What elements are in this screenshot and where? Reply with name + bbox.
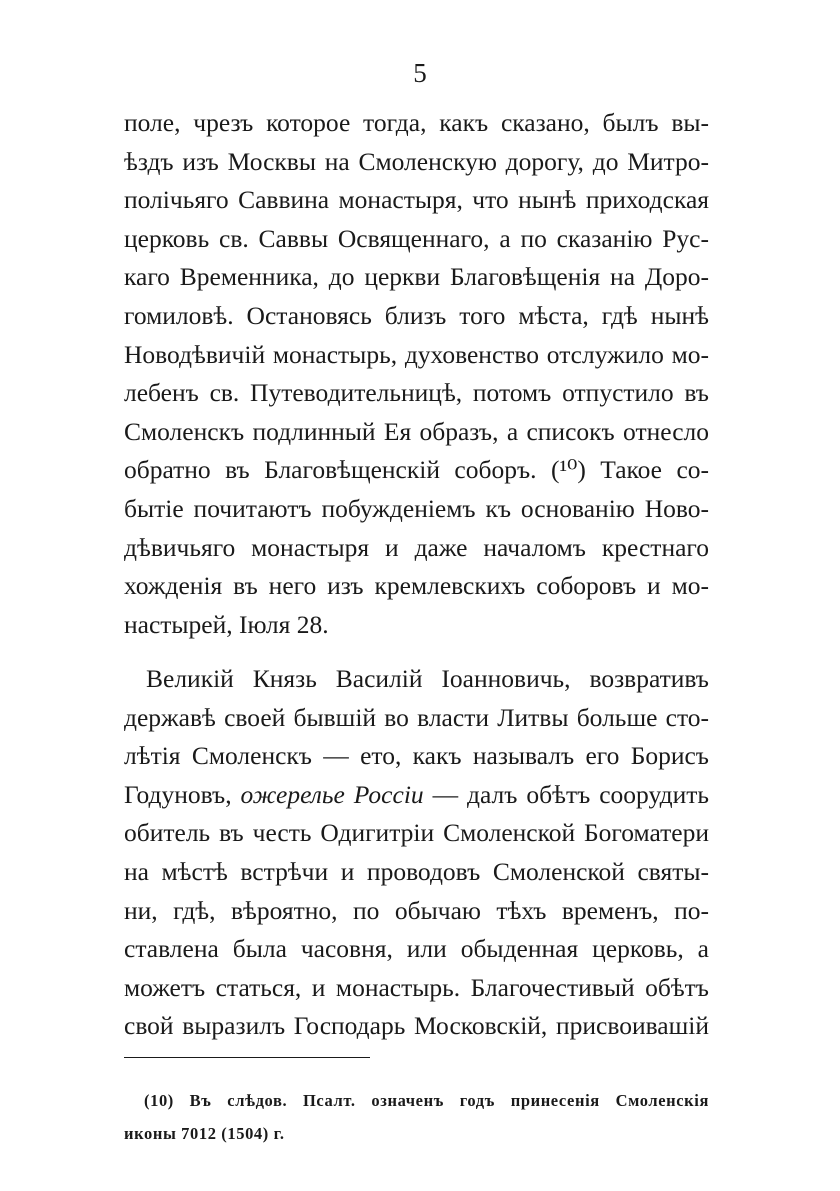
text-line: каго Временника, до церкви Благовѣщенія на Доро- bbox=[124, 262, 709, 292]
italic-phrase: ожерелье Россіи bbox=[240, 779, 424, 809]
footnote-separator bbox=[124, 1057, 370, 1058]
text-line: бытіе почитаютъ побужденіемъ къ основанію Ново- bbox=[124, 493, 709, 523]
footnote-line: иконы 7012 (1504) г. bbox=[124, 1124, 285, 1143]
paragraph-2 bbox=[124, 660, 709, 1046]
text-line: гомиловѣ. Остановясь близъ того мѣста, гдѣ нынѣ bbox=[124, 300, 709, 330]
text-line: хожденія въ него изъ кремлевскихъ соборовъ и мо- bbox=[124, 571, 709, 601]
text-line: можетъ статься, и монастырь. Благочестивый обѣтъ bbox=[124, 972, 709, 1002]
text-line: церковь св. Саввы Освященнаго, а по сказанію Рус- bbox=[124, 223, 709, 253]
paragraph-1 bbox=[124, 104, 709, 644]
text-line: на мѣстѣ встрѣчи и проводовъ Смоленской святы- bbox=[124, 856, 709, 886]
text-line: поле, чрезъ которое тогда, какъ сказано, былъ вы- bbox=[124, 108, 709, 137]
footnote-line: (10) Въ слѣдов. Псалт. означенъ годъ принесенія Смоленскія bbox=[144, 1091, 709, 1110]
text-line: ѣздъ изъ Москвы на Смоленскую дорогу, до Митро- bbox=[124, 146, 709, 176]
footnote bbox=[124, 1084, 709, 1150]
text-line: обратно въ Благовѣщенскій соборъ. (¹⁰) Такое со- bbox=[124, 455, 709, 485]
text-segment: Годуновъ, bbox=[124, 779, 241, 809]
text-line: Новодѣвичій монастырь, духовенство отслужило мо- bbox=[124, 339, 709, 369]
text-line: дѣвичьяго монастыря и даже началомъ крестнаго bbox=[124, 532, 709, 562]
text-line: свой выразилъ Господарь Московскій, присвоивашій bbox=[124, 1011, 709, 1041]
text-line: ни, гдѣ, вѣроятно, по обычаю тѣхъ временъ, по- bbox=[124, 895, 709, 925]
text-line: полічьяго Саввина монастыря, что нынѣ приходская bbox=[124, 185, 709, 215]
text-line: настырей, Іюля 28. bbox=[124, 609, 329, 639]
text-line: лебенъ св. Путеводительницѣ, потомъ отпустило въ bbox=[124, 378, 709, 408]
text-line: Смоленскъ подлинный Ея образъ, а списокъ отнесло bbox=[124, 416, 709, 446]
text-segment: — далъ обѣтъ соорудить bbox=[423, 779, 709, 809]
text-line: обитель въ честь Одигитріи Смоленской Богоматери bbox=[124, 818, 709, 848]
text-line: державѣ своей бывшій во власти Литвы больше сто- bbox=[124, 702, 709, 732]
text-line: ставлена была часовня, или обыденная церковь, а bbox=[124, 934, 709, 964]
page-number: 5 bbox=[413, 58, 427, 88]
text-line-with-italic bbox=[124, 776, 709, 815]
text-line: Великій Князь Василій Іоанновичь, возвративъ bbox=[146, 664, 709, 693]
text-line: лѣтія Смоленскъ — ето, какъ называлъ его Борисъ bbox=[124, 741, 709, 771]
